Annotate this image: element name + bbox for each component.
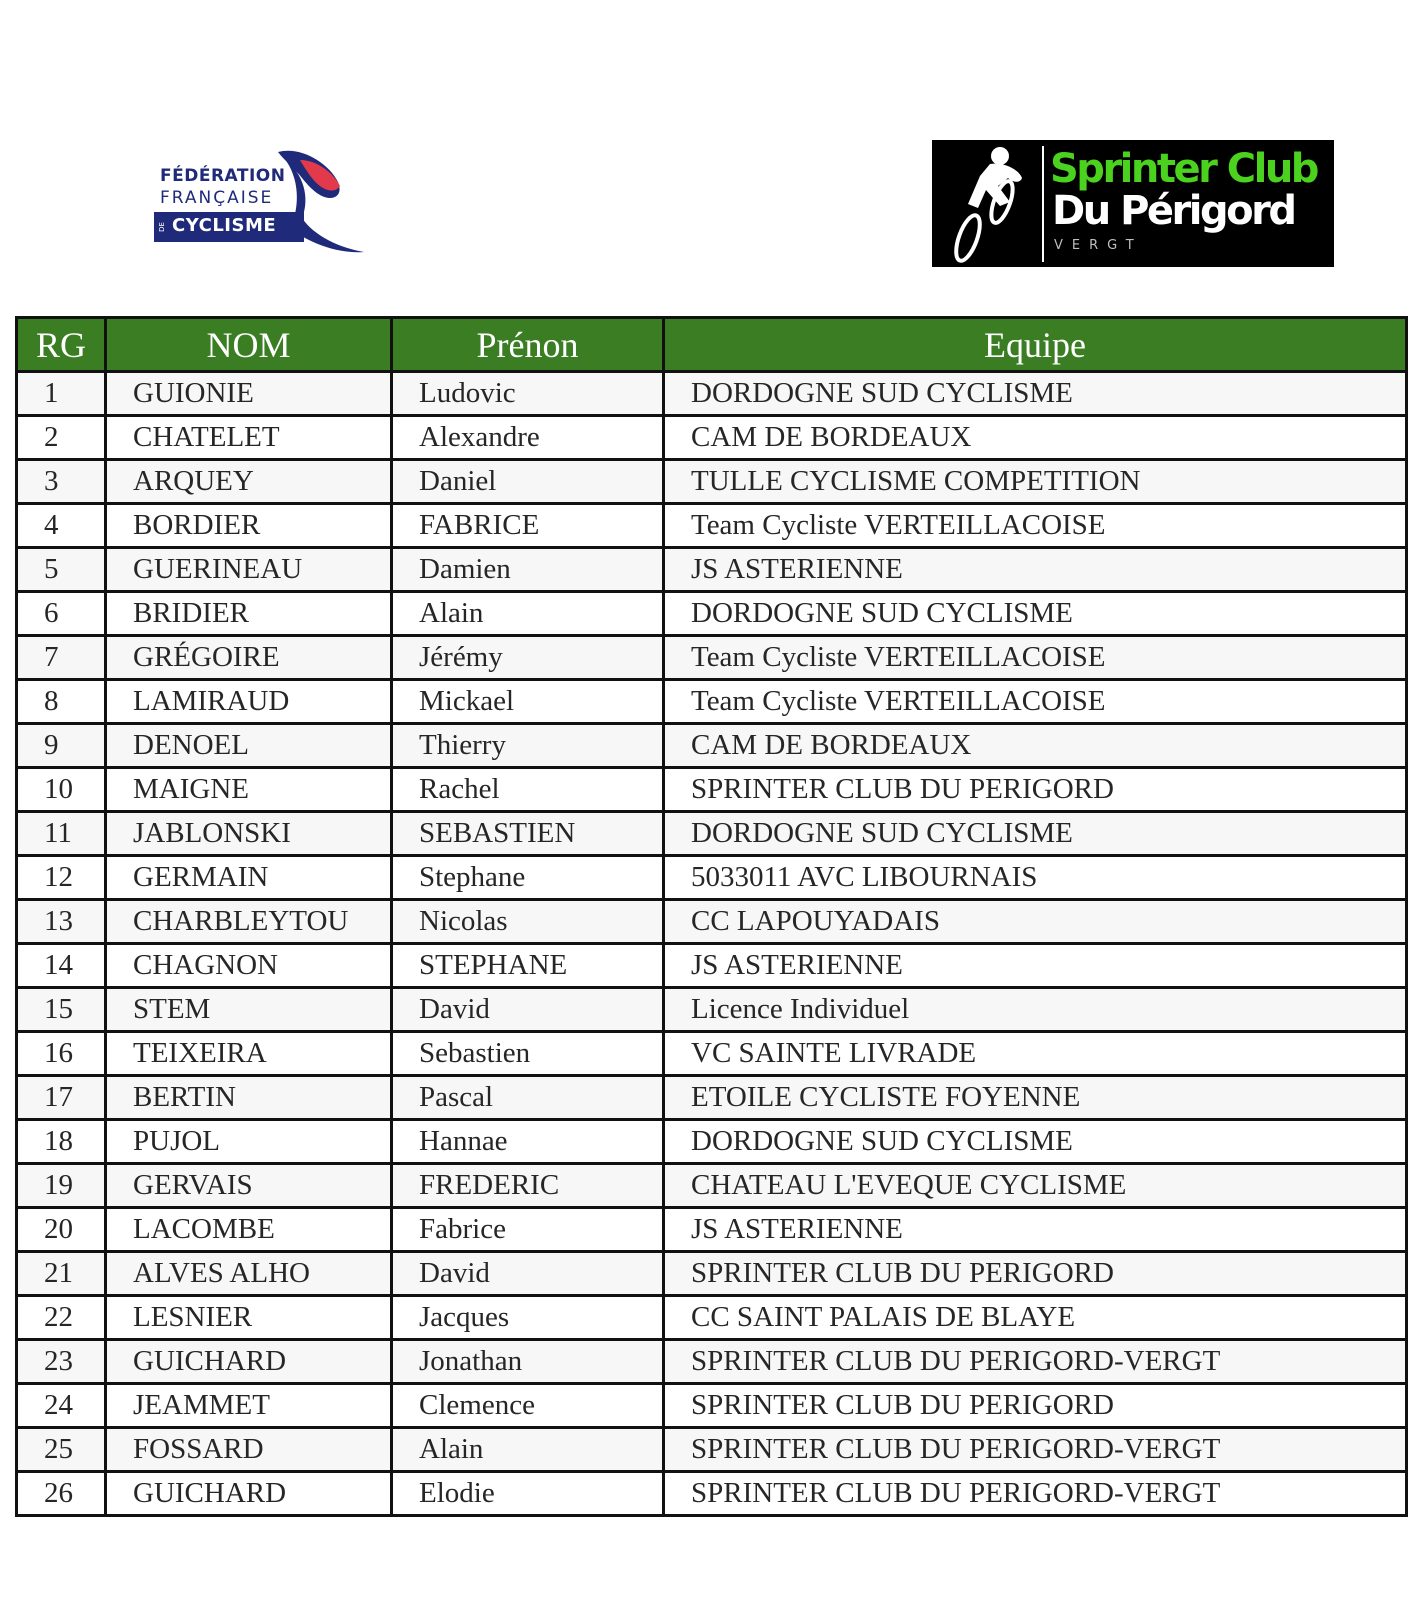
cell-equipe: SPRINTER CLUB DU PERIGORD bbox=[664, 768, 1407, 812]
cell-equipe: CC LAPOUYADAIS bbox=[664, 900, 1407, 944]
table-header-row bbox=[17, 318, 1407, 372]
table-row bbox=[17, 1384, 1407, 1428]
cell-nom: ALVES ALHO bbox=[106, 1252, 392, 1296]
cell-prenom: Sebastien bbox=[392, 1032, 664, 1076]
cell-prenom: Hannae bbox=[392, 1120, 664, 1164]
cell-rg: 16 bbox=[17, 1032, 106, 1076]
cell-prenom: Mickael bbox=[392, 680, 664, 724]
cell-prenom: Alexandre bbox=[392, 416, 664, 460]
table-row bbox=[17, 548, 1407, 592]
cell-equipe: SPRINTER CLUB DU PERIGORD bbox=[664, 1384, 1407, 1428]
cell-nom: GERVAIS bbox=[106, 1164, 392, 1208]
table-row bbox=[17, 944, 1407, 988]
cell-prenom: Rachel bbox=[392, 768, 664, 812]
cell-equipe: CAM DE BORDEAUX bbox=[664, 416, 1407, 460]
cell-nom: BRIDIER bbox=[106, 592, 392, 636]
cell-equipe: SPRINTER CLUB DU PERIGORD-VERGT bbox=[664, 1428, 1407, 1472]
table-row bbox=[17, 1120, 1407, 1164]
cell-prenom: Clemence bbox=[392, 1384, 664, 1428]
cell-prenom: David bbox=[392, 1252, 664, 1296]
cell-rg: 2 bbox=[17, 416, 106, 460]
cell-nom: BORDIER bbox=[106, 504, 392, 548]
cell-equipe: DORDOGNE SUD CYCLISME bbox=[664, 812, 1407, 856]
table-row bbox=[17, 1076, 1407, 1120]
cell-nom: TEIXEIRA bbox=[106, 1032, 392, 1076]
cell-rg: 22 bbox=[17, 1296, 106, 1340]
cell-prenom: Fabrice bbox=[392, 1208, 664, 1252]
ffc-logo-line3: CYCLISME bbox=[172, 215, 277, 236]
cell-equipe: Team Cycliste VERTEILLACOISE bbox=[664, 504, 1407, 548]
cell-nom: GRÉGOIRE bbox=[106, 636, 392, 680]
cell-equipe: SPRINTER CLUB DU PERIGORD bbox=[664, 1252, 1407, 1296]
table-row bbox=[17, 460, 1407, 504]
ffc-logo-line2: FRANÇAISE bbox=[160, 188, 274, 208]
cell-rg: 13 bbox=[17, 900, 106, 944]
table-row bbox=[17, 1340, 1407, 1384]
header-prenom: Prénon bbox=[392, 318, 664, 372]
cell-rg: 19 bbox=[17, 1164, 106, 1208]
header-rg: RG bbox=[17, 318, 106, 372]
ffc-logo-de: DE bbox=[158, 222, 166, 232]
cell-equipe: DORDOGNE SUD CYCLISME bbox=[664, 592, 1407, 636]
cell-prenom: Jacques bbox=[392, 1296, 664, 1340]
cell-rg: 11 bbox=[17, 812, 106, 856]
cell-equipe: ETOILE CYCLISTE FOYENNE bbox=[664, 1076, 1407, 1120]
cell-rg: 3 bbox=[17, 460, 106, 504]
cell-prenom: Nicolas bbox=[392, 900, 664, 944]
cell-rg: 4 bbox=[17, 504, 106, 548]
cell-rg: 1 bbox=[17, 372, 106, 416]
cell-prenom: Jérémy bbox=[392, 636, 664, 680]
cell-nom: MAIGNE bbox=[106, 768, 392, 812]
cell-prenom: Stephane bbox=[392, 856, 664, 900]
cell-equipe: TULLE CYCLISME COMPETITION bbox=[664, 460, 1407, 504]
cell-rg: 7 bbox=[17, 636, 106, 680]
logo-divider bbox=[1042, 146, 1044, 262]
cell-prenom: Daniel bbox=[392, 460, 664, 504]
table-row bbox=[17, 724, 1407, 768]
cell-equipe: Team Cycliste VERTEILLACOISE bbox=[664, 680, 1407, 724]
ffc-logo-line1: FÉDÉRATION bbox=[160, 166, 286, 186]
table-row bbox=[17, 372, 1407, 416]
cell-rg: 24 bbox=[17, 1384, 106, 1428]
cell-rg: 18 bbox=[17, 1120, 106, 1164]
cell-equipe: CHATEAU L'EVEQUE CYCLISME bbox=[664, 1164, 1407, 1208]
cell-rg: 5 bbox=[17, 548, 106, 592]
cell-nom: GERMAIN bbox=[106, 856, 392, 900]
cell-prenom: STEPHANE bbox=[392, 944, 664, 988]
cell-equipe: JS ASTERIENNE bbox=[664, 548, 1407, 592]
cell-rg: 9 bbox=[17, 724, 106, 768]
cell-prenom: FABRICE bbox=[392, 504, 664, 548]
cell-nom: JABLONSKI bbox=[106, 812, 392, 856]
results-table bbox=[15, 316, 1408, 1517]
cell-prenom: Alain bbox=[392, 1428, 664, 1472]
table-row bbox=[17, 988, 1407, 1032]
sprinter-logo-line2: Du Périgord bbox=[1052, 188, 1295, 234]
cell-rg: 26 bbox=[17, 1472, 106, 1516]
table-row bbox=[17, 1208, 1407, 1252]
header-equipe: Equipe bbox=[664, 318, 1407, 372]
cell-nom: ARQUEY bbox=[106, 460, 392, 504]
cell-nom: GUERINEAU bbox=[106, 548, 392, 592]
cell-nom: FOSSARD bbox=[106, 1428, 392, 1472]
cell-equipe: CC SAINT PALAIS DE BLAYE bbox=[664, 1296, 1407, 1340]
table-row bbox=[17, 1164, 1407, 1208]
cyclist-icon bbox=[938, 142, 1038, 265]
cell-nom: CHARBLEYTOU bbox=[106, 900, 392, 944]
cell-equipe: VC SAINTE LIVRADE bbox=[664, 1032, 1407, 1076]
cell-rg: 14 bbox=[17, 944, 106, 988]
table-row bbox=[17, 680, 1407, 724]
cell-prenom: FREDERIC bbox=[392, 1164, 664, 1208]
cell-prenom: Alain bbox=[392, 592, 664, 636]
table-row bbox=[17, 768, 1407, 812]
table-row bbox=[17, 1428, 1407, 1472]
cell-nom: JEAMMET bbox=[106, 1384, 392, 1428]
cell-nom: CHAGNON bbox=[106, 944, 392, 988]
cell-prenom: Elodie bbox=[392, 1472, 664, 1516]
cell-nom: GUIONIE bbox=[106, 372, 392, 416]
cell-prenom: David bbox=[392, 988, 664, 1032]
table-row bbox=[17, 504, 1407, 548]
table-row bbox=[17, 1252, 1407, 1296]
cell-nom: CHATELET bbox=[106, 416, 392, 460]
cell-rg: 17 bbox=[17, 1076, 106, 1120]
cell-prenom: Ludovic bbox=[392, 372, 664, 416]
cell-nom: PUJOL bbox=[106, 1120, 392, 1164]
cell-equipe: 5033011 AVC LIBOURNAIS bbox=[664, 856, 1407, 900]
cell-prenom: Thierry bbox=[392, 724, 664, 768]
sprinter-logo-line3: VERGT bbox=[1054, 238, 1143, 253]
cell-equipe: DORDOGNE SUD CYCLISME bbox=[664, 1120, 1407, 1164]
table-row bbox=[17, 1296, 1407, 1340]
cell-rg: 15 bbox=[17, 988, 106, 1032]
cell-rg: 6 bbox=[17, 592, 106, 636]
cell-prenom: Pascal bbox=[392, 1076, 664, 1120]
table-row bbox=[17, 1032, 1407, 1076]
cell-equipe: Team Cycliste VERTEILLACOISE bbox=[664, 636, 1407, 680]
cell-rg: 10 bbox=[17, 768, 106, 812]
cell-nom: LAMIRAUD bbox=[106, 680, 392, 724]
cell-equipe: Licence Individuel bbox=[664, 988, 1407, 1032]
table-row bbox=[17, 856, 1407, 900]
cell-nom: GUICHARD bbox=[106, 1340, 392, 1384]
cell-rg: 20 bbox=[17, 1208, 106, 1252]
ffc-logo bbox=[150, 148, 372, 260]
table-row bbox=[17, 1472, 1407, 1516]
table-row bbox=[17, 592, 1407, 636]
table-row bbox=[17, 900, 1407, 944]
cell-rg: 23 bbox=[17, 1340, 106, 1384]
cell-prenom: Damien bbox=[392, 548, 664, 592]
cell-nom: LACOMBE bbox=[106, 1208, 392, 1252]
cell-prenom: SEBASTIEN bbox=[392, 812, 664, 856]
cell-equipe: JS ASTERIENNE bbox=[664, 944, 1407, 988]
cell-nom: GUICHARD bbox=[106, 1472, 392, 1516]
cell-rg: 21 bbox=[17, 1252, 106, 1296]
cell-nom: BERTIN bbox=[106, 1076, 392, 1120]
cell-equipe: SPRINTER CLUB DU PERIGORD-VERGT bbox=[664, 1340, 1407, 1384]
cell-equipe: JS ASTERIENNE bbox=[664, 1208, 1407, 1252]
table-row bbox=[17, 636, 1407, 680]
cell-equipe: SPRINTER CLUB DU PERIGORD-VERGT bbox=[664, 1472, 1407, 1516]
sprinter-logo-line1: Sprinter Club bbox=[1050, 146, 1317, 192]
cell-equipe: CAM DE BORDEAUX bbox=[664, 724, 1407, 768]
cell-rg: 8 bbox=[17, 680, 106, 724]
cell-nom: LESNIER bbox=[106, 1296, 392, 1340]
cell-equipe: DORDOGNE SUD CYCLISME bbox=[664, 372, 1407, 416]
cell-nom: STEM bbox=[106, 988, 392, 1032]
header-nom: NOM bbox=[106, 318, 392, 372]
cell-nom: DENOEL bbox=[106, 724, 392, 768]
sprinter-club-logo bbox=[932, 140, 1334, 267]
table-row bbox=[17, 416, 1407, 460]
cell-prenom: Jonathan bbox=[392, 1340, 664, 1384]
table-row bbox=[17, 812, 1407, 856]
cell-rg: 12 bbox=[17, 856, 106, 900]
cell-rg: 25 bbox=[17, 1428, 106, 1472]
